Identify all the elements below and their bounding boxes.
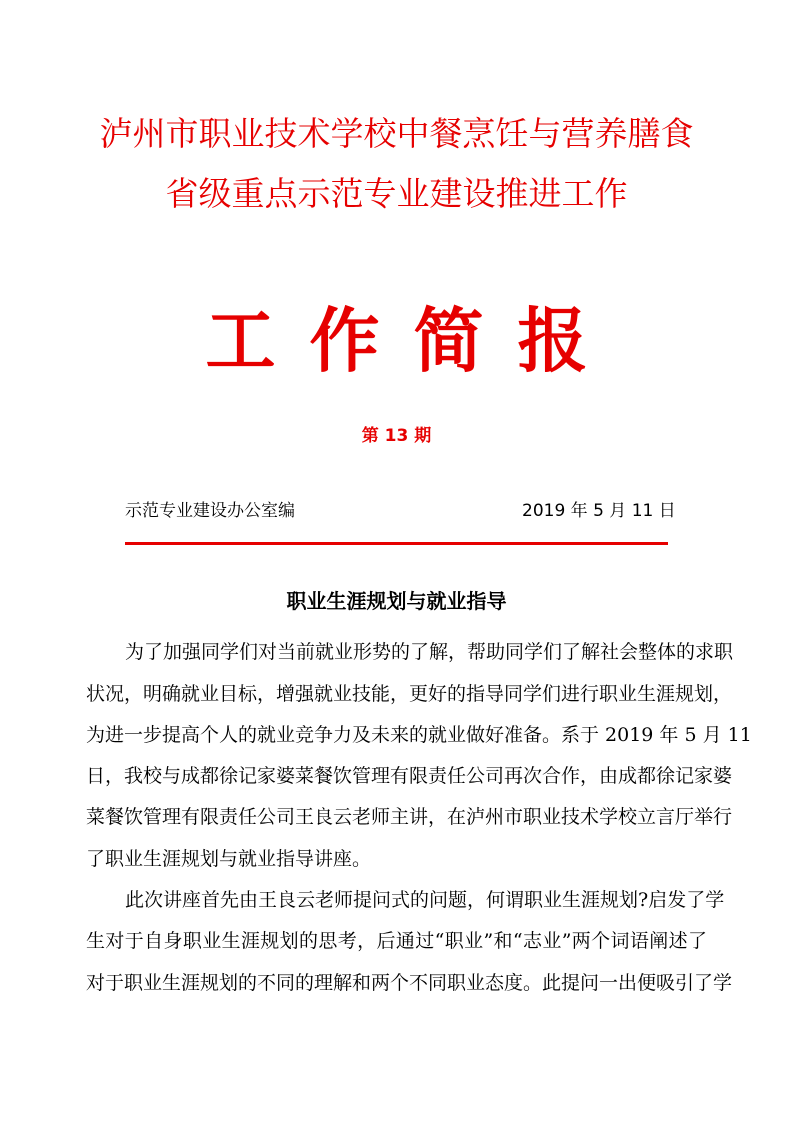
document-title-line1: 泸州市职业技术学校中餐烹饪与营养膳食 (99, 114, 694, 153)
issue-number: 第 13 期 (361, 426, 432, 446)
document-title-line2: 省级重点示范专业建设推进工作 (165, 174, 628, 213)
paragraph-line: 为进一步提高个人的就业竞争力及未来的就业做好准备。系于 2019 年 5 月 11 (86, 724, 752, 746)
divider (125, 542, 668, 545)
editor: 示范专业建设办公室编 (125, 501, 295, 521)
paragraph-line: 此次讲座首先由王良云老师提问式的问题，何谓职业生涯规划?启发了学 (125, 889, 725, 911)
paragraph-line: 了职业生涯规划与就业指导讲座。 (86, 848, 372, 870)
paragraph-line: 为了加强同学们对当前就业形势的了解，帮助同学们了解社会整体的求职 (125, 641, 734, 663)
paragraph-line: 生对于自身职业生涯规划的思考，后通过“职业”和“志业”两个词语阐述了 (86, 930, 707, 952)
paragraph-line: 菜餐饮管理有限责任公司王良云老师主讲，在泸州市职业技术学校立言厅举行 (86, 806, 733, 828)
paragraph-line: 状况，明确就业目标，增强就业技能，更好的指导同学们进行职业生涯规划， (86, 683, 733, 705)
publish-date: 2019 年 5 月 11 日 (522, 501, 676, 521)
paragraph-line: 对于职业生涯规划的不同的理解和两个不同职业态度。此提问一出便吸引了学 (86, 972, 733, 994)
article-heading: 职业生涯规划与就业指导 (286, 589, 507, 613)
masthead: 工作简报 (205, 300, 622, 382)
paragraph-line: 日，我校与成都徐记家婆菜餐饮管理有限责任公司再次合作，由成都徐记家婆 (86, 765, 733, 787)
